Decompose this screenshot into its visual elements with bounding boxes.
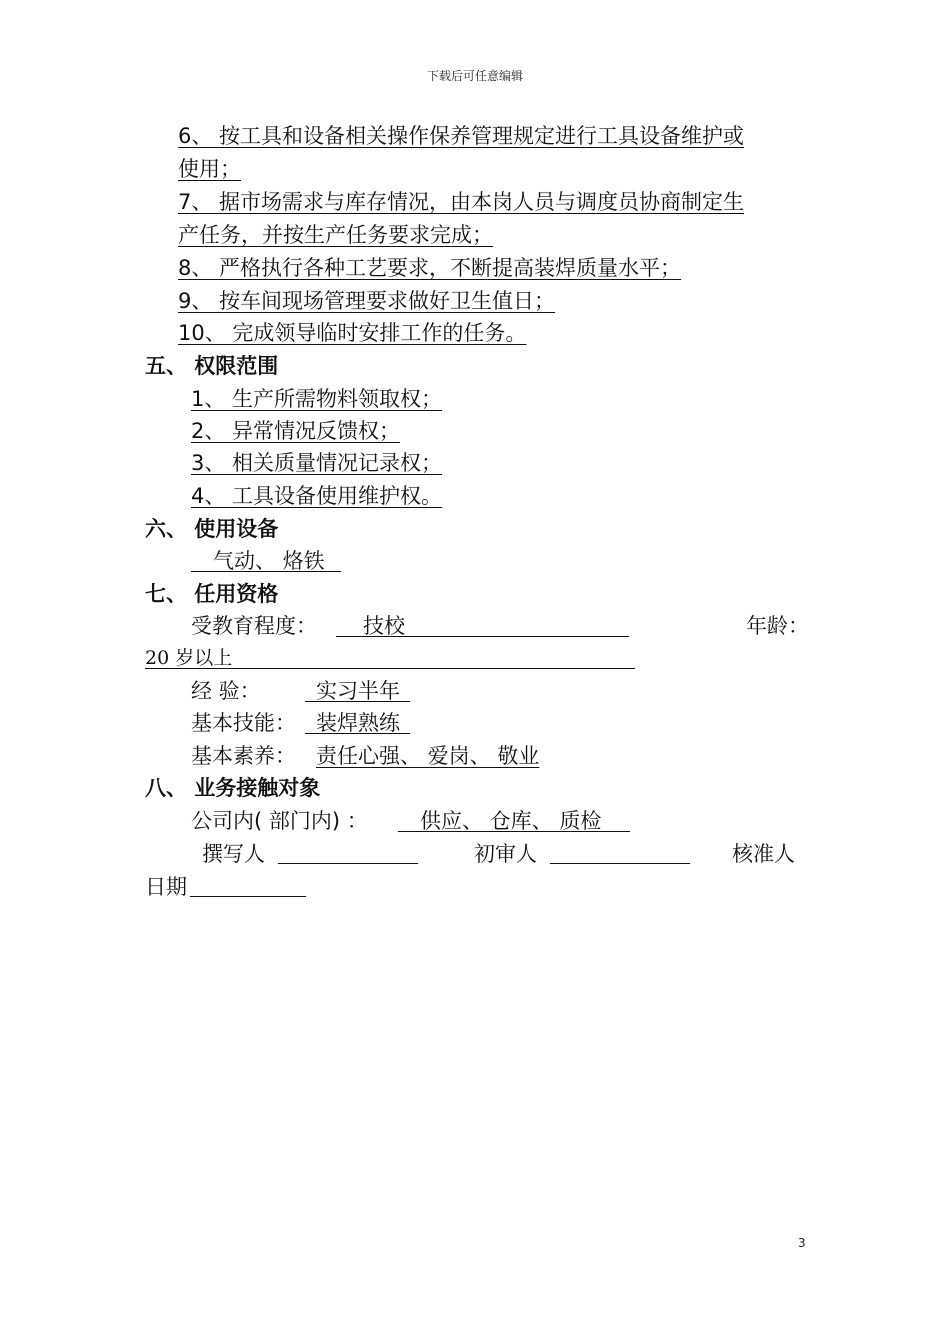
duty-item-8: 8、 严格执行各种工艺要求，不断提高装焊质量水平；: [178, 256, 682, 280]
date-label: 日期: [145, 875, 187, 899]
page-number: 3: [798, 1236, 806, 1250]
reviewer-label: 初审人: [474, 842, 537, 866]
duty-item-10: 10、 完成领导临时安排工作的任务。: [178, 321, 527, 345]
duty-item-6-line-2: 使用；: [178, 157, 241, 181]
duty-item-7-line-1: 7、 据市场需求与库存情况，由本岗人员与调度员协商制定生: [178, 190, 745, 214]
section-5-heading: 五、 权限范围: [145, 354, 279, 378]
authority-item-2: 2、 异常情况反馈权；: [191, 419, 401, 443]
section-7-heading: 七、 任用资格: [145, 582, 279, 606]
experience-value: 实习半年: [316, 679, 400, 703]
age-underline: [145, 668, 635, 669]
approver-label: 核准人: [732, 842, 795, 866]
page-header-note: 下载后可任意编辑: [426, 69, 523, 83]
authority-item-4: 4、 工具设备使用维护权。: [191, 484, 443, 508]
duty-item-7-line-2: 产任务，并按生产任务要求完成；: [178, 223, 493, 247]
age-value: 20 岁以上: [145, 647, 233, 669]
experience-underline: [305, 701, 410, 702]
experience-label: 经 验：: [191, 679, 261, 703]
age-label: 年龄：: [746, 614, 809, 638]
equipment-underline: [191, 571, 341, 572]
equipment-value: 气动、 烙铁: [213, 549, 325, 573]
duty-item-6-line-1: 6、 按工具和设备相关操作保养管理规定进行工具设备维护或: [178, 124, 745, 148]
education-underline: [336, 636, 629, 637]
quality-value: 责任心强、 爱岗、 敬业: [316, 744, 540, 768]
internal-contacts-label: 公司内( 部门内) ：: [191, 809, 368, 833]
education-label: 受教育程度：: [191, 614, 317, 638]
education-value: 技校: [363, 614, 405, 638]
skill-underline: [305, 733, 410, 734]
duty-item-9: 9、 按车间现场管理要求做好卫生值日；: [178, 289, 556, 313]
writer-blank: [278, 863, 418, 864]
date-blank: [190, 896, 306, 897]
section-6-heading: 六、 使用设备: [145, 517, 279, 541]
authority-item-3: 3、 相关质量情况记录权；: [191, 451, 443, 475]
section-8-heading: 八、 业务接触对象: [145, 776, 321, 800]
reviewer-blank: [550, 863, 690, 864]
authority-item-1: 1、 生产所需物料领取权；: [191, 387, 443, 411]
writer-label: 撰写人: [202, 842, 265, 866]
skill-label: 基本技能：: [191, 711, 296, 735]
quality-label: 基本素养：: [191, 744, 296, 768]
internal-contacts-underline: [398, 831, 630, 832]
internal-contacts-value: 供应、 仓库、 质检: [420, 809, 602, 833]
skill-value: 装焊熟练: [316, 711, 400, 735]
